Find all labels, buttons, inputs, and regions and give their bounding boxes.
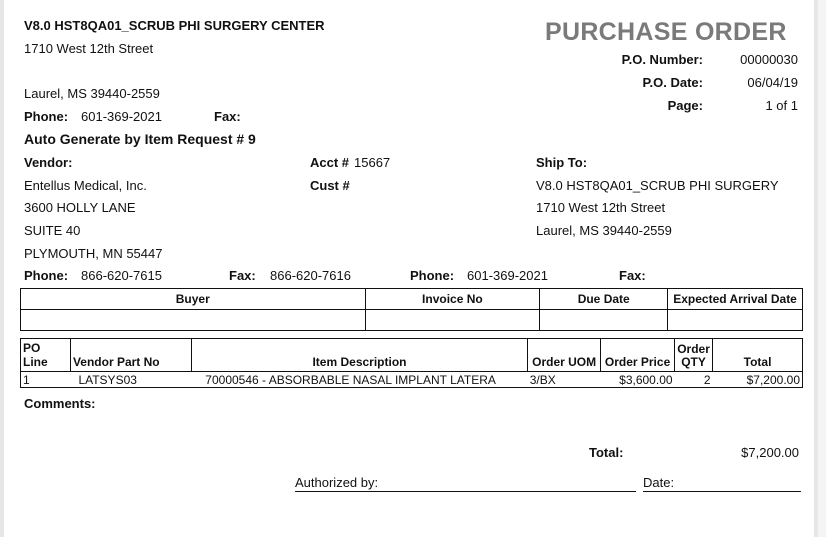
facility-name: V8.0 HST8QA01_SCRUB PHI SURGERY CENTER [24,18,325,33]
row-order-price: $3,600.00 [601,372,675,388]
facility-phone: 601-369-2021 [81,109,162,124]
page-label: Page: [667,98,703,113]
vendor-phone: 866-620-7615 [81,268,162,283]
vendor-city: PLYMOUTH, MN 55447 [24,246,163,261]
authorized-signature-line [295,491,636,492]
row-item-description: 70000546 - ABSORBABLE NASAL IMPLANT LATERA [191,372,527,388]
row-total: $7,200.00 [713,372,803,388]
total-label: Total: [589,445,624,460]
vendor-address1: 3600 HOLLY LANE [24,200,136,215]
date-label: Date: [643,475,675,490]
due-date-header: Due Date [540,289,668,310]
vendor-name: Entellus Medical, Inc. [24,178,147,193]
col-order-qty: Order QTY [675,339,713,372]
row-order-qty: 2 [675,372,713,388]
facility-city: Laurel, MS 39440-2559 [24,86,160,101]
buyer-header: Buyer [21,289,366,310]
table-row [21,372,803,388]
total-value: $7,200.00 [741,445,799,460]
vendor-fax-label: Fax: [229,268,256,283]
line-items-table [20,338,803,388]
row-vendor-part: LATSYS03 [70,372,191,388]
comments-label: Comments: [24,396,96,411]
due-date-value [540,310,668,331]
ship-to-label: Ship To: [536,155,588,170]
buyer-value [21,310,366,331]
page-number: 1 of 1 [765,98,798,113]
ship-to-street: 1710 West 12th Street [536,200,666,215]
col-order-price: Order Price [601,339,675,372]
facility-phone-label: Phone: [24,109,69,124]
ship-to-fax-label: Fax: [619,268,646,283]
ship-to-phone: 601-369-2021 [467,268,548,283]
auto-generate-note: Auto Generate by Item Request # 9 [24,131,256,147]
expected-arrival-header: Expected Arrival Date [668,289,803,310]
col-po-line: PO Line [21,339,71,372]
date-signature-line [643,491,801,492]
authorized-by-label: Authorized by: [295,475,379,490]
vendor-phone-label: Phone: [24,268,69,283]
po-number-label: P.O. Number: [621,52,703,67]
vendor-address2: SUITE 40 [24,223,81,238]
row-po-line: 1 [21,372,71,388]
invoice-no-header: Invoice No [365,289,540,310]
facility-street: 1710 West 12th Street [24,41,154,56]
order-info-table [20,288,803,331]
po-date: 06/04/19 [747,75,798,90]
ship-to-phone-label: Phone: [410,268,455,283]
acct-label: Acct # [310,155,350,170]
po-date-label: P.O. Date: [642,75,703,90]
ship-to-city: Laurel, MS 39440-2559 [536,223,672,238]
ship-to-name: V8.0 HST8QA01_SCRUB PHI SURGERY [536,178,779,193]
po-number: 00000030 [740,52,798,67]
row-order-uom: 3/BX [528,372,601,388]
col-total: Total [713,339,803,372]
acct-number: 15667 [354,155,391,170]
col-item-description: Item Description [191,339,527,372]
expected-arrival-value [668,310,803,331]
invoice-no-value [365,310,540,331]
vendor-fax: 866-620-7616 [270,268,351,283]
col-vendor-part: Vendor Part No [70,339,191,372]
cust-label: Cust # [310,178,350,193]
vendor-label: Vendor: [24,155,73,170]
facility-fax-label: Fax: [214,109,241,124]
document-title: PURCHASE ORDER [545,18,787,46]
col-order-uom: Order UOM [528,339,601,372]
